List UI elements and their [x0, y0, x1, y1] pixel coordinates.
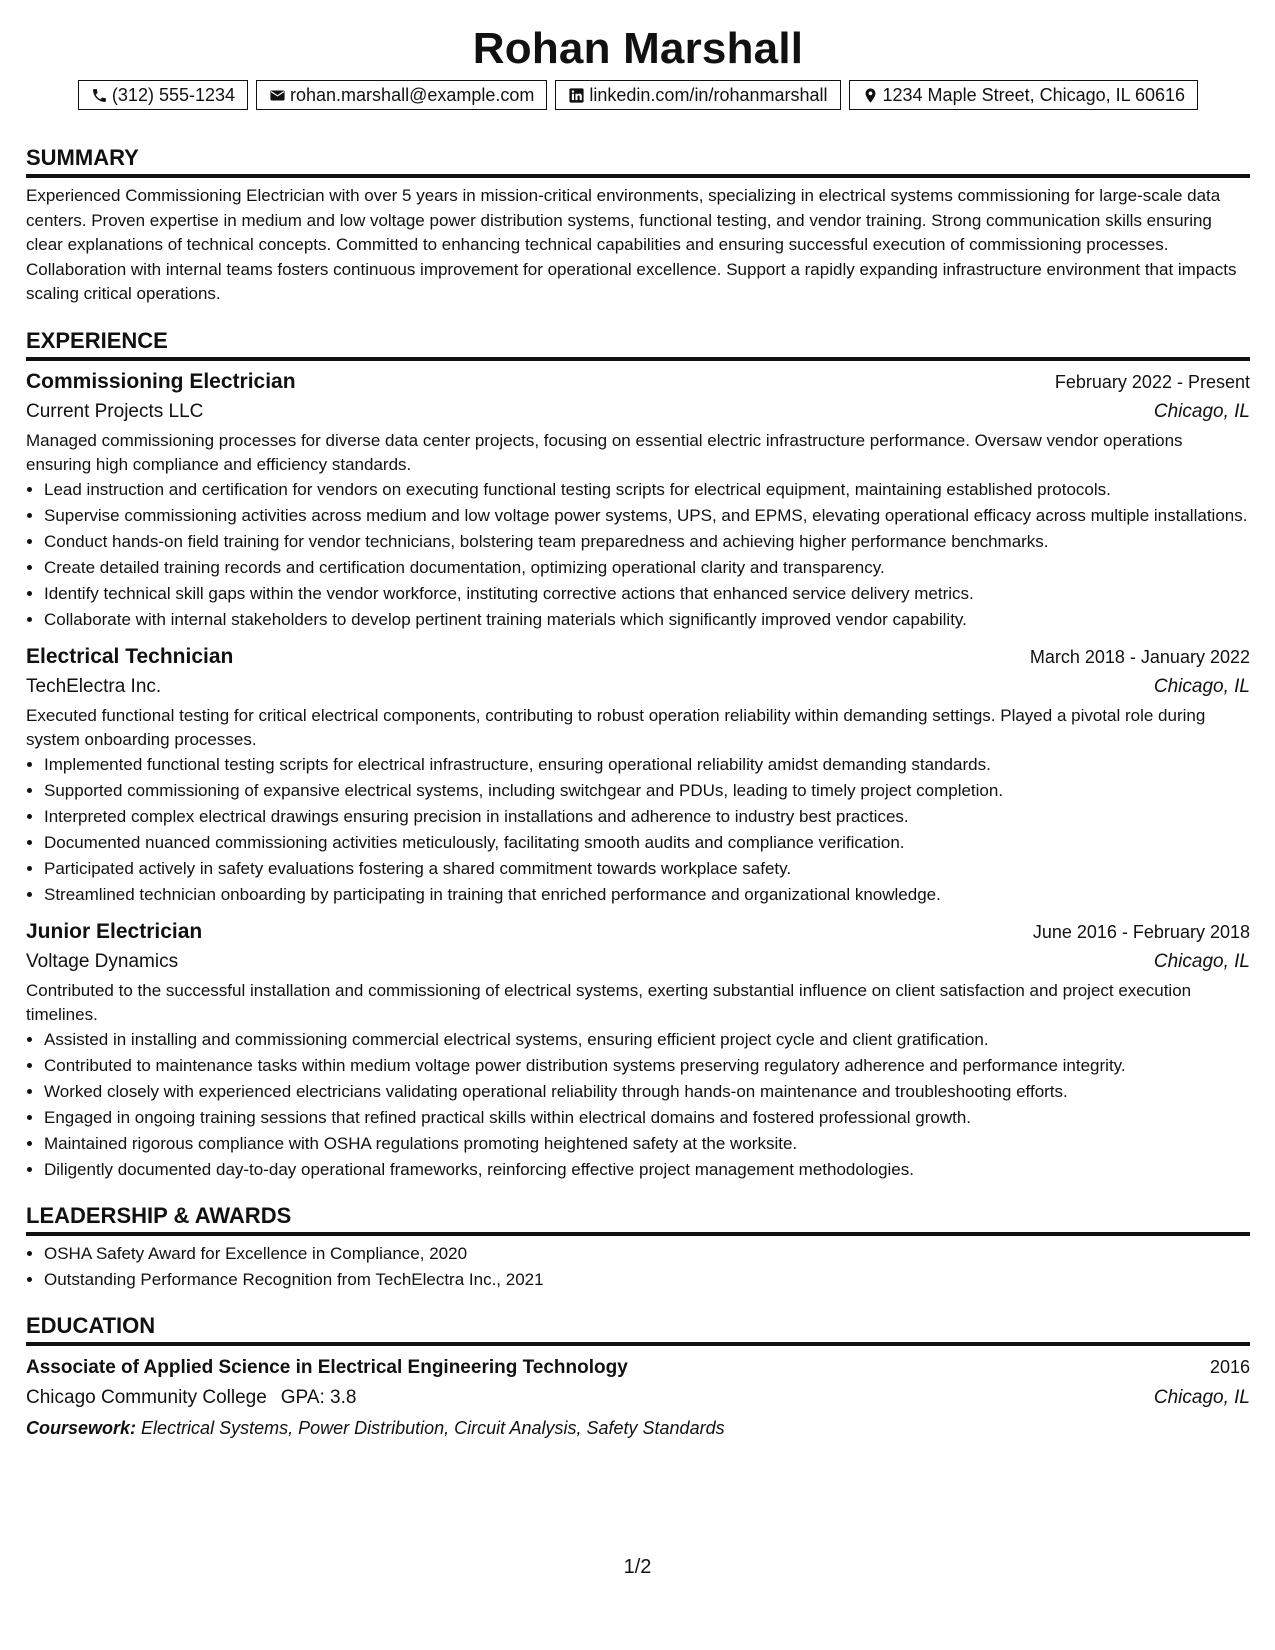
- education-degree: Associate of Applied Science in Electrical Engineering Technology: [26, 1356, 628, 1378]
- education-coursework: [26, 1413, 1250, 1443]
- education-gpa: GPA: 3.8: [280, 1386, 357, 1408]
- map-pin-icon: [862, 87, 879, 104]
- list-item: • Documented nuanced commissioning activities meticulously, facilitating smooth audits and compliance verification.: [44, 831, 1250, 855]
- list-item: • Participated actively in safety evaluations fostering a shared commitment towards workplace safety.: [44, 857, 1250, 881]
- job-bullets: [26, 1028, 1250, 1182]
- address-text: 1234 Maple Street, Chicago, IL 60616: [882, 84, 1186, 105]
- job-dates: June 2016 - February 2018: [1032, 921, 1250, 942]
- list-item: • OSHA Safety Award for Excellence in Compliance, 2020: [44, 1242, 1250, 1266]
- resume-page: [26, 20, 1250, 1443]
- job-entry: [26, 917, 1250, 1182]
- job-bullets: [26, 478, 1250, 632]
- list-item: • Assisted in installing and commissioning commercial electrical systems, ensuring efficient project cycle and client gratification.: [44, 1028, 1250, 1052]
- job-description: Managed commissioning processes for diverse data center projects, focusing on essential electric infrastructure performance. Oversaw vendor operations ensuring high compliance and efficiency standards.: [26, 430, 1183, 474]
- job-bullets: [26, 753, 1250, 907]
- list-item: • Outstanding Performance Recognition from TechElectra Inc., 2021: [44, 1268, 1250, 1292]
- contact-address: [849, 80, 1199, 110]
- job-description: Contributed to the successful installation and commissioning of electrical systems, exerting substantial influence on client satisfaction and project execution timelines.: [26, 980, 1192, 1024]
- section-title-experience: EXPERIENCE: [26, 327, 168, 353]
- list-item: • Identify technical skill gaps within the vendor workforce, instituting corrective actions that enhanced service delivery metrics.: [44, 582, 1250, 606]
- section-divider: [26, 357, 1250, 361]
- awards-section: [26, 1202, 1250, 1292]
- job-company: Current Projects LLC: [26, 400, 204, 422]
- list-item: • Conduct hands-on field training for vendor technicians, bolstering team preparedness and achieving higher performance benchmarks.: [44, 530, 1250, 554]
- education-year: 2016: [1209, 1356, 1250, 1377]
- education-location: Chicago, IL: [1153, 1386, 1250, 1408]
- list-item: • Create detailed training records and certification documentation, optimizing operational clarity and transparency.: [44, 556, 1250, 580]
- summary-text: Experienced Commissioning Electrician with over 5 years in mission-critical environments, specializing in electrical systems commissioning for large-scale data centers. Proven expertise in medium and low voltage power distribution systems, functional testing, and vendor training. Strong communication skills ensuring clear explanations of technical concepts. Committed to enhancing technical capabilities and ensuring successful execution of commissioning processes. Collaboration with internal teams fosters continuous improvement for operational excellence. Support a rapidly expanding infrastructure environment that impacts scaling critical operations.: [26, 186, 1237, 303]
- job-entry: [26, 367, 1250, 632]
- experience-section: [26, 327, 1250, 1182]
- education-section: [26, 1312, 1250, 1443]
- coursework-label: Coursework:: [26, 1417, 137, 1438]
- awards-list: [26, 1242, 1250, 1292]
- list-item: • Collaborate with internal stakeholders to develop pertinent training materials which significantly improved vendor capability.: [44, 608, 1250, 632]
- section-divider: [26, 174, 1250, 178]
- job-dates: March 2018 - January 2022: [1029, 646, 1250, 667]
- list-item: • Engaged in ongoing training sessions that refined practical skills within electrical domains and fostered professional growth.: [44, 1106, 1250, 1130]
- job-title: Junior Electrician: [26, 919, 203, 943]
- list-item: • Supervise commissioning activities across medium and low voltage power systems, UPS, and EPMS, elevating operational efficacy across multiple installations.: [44, 504, 1250, 528]
- candidate-name: Rohan Marshall: [472, 24, 804, 73]
- job-company: TechElectra Inc.: [26, 675, 162, 697]
- phone-text: (312) 555-1234: [111, 84, 236, 105]
- job-dates: February 2022 - Present: [1054, 371, 1250, 392]
- summary-section: [26, 144, 1250, 307]
- contact-phone: [78, 80, 248, 110]
- list-item: • Diligently documented day-to-day operational frameworks, reinforcing effective project management methodologies.: [44, 1158, 1250, 1182]
- education-school: Chicago Community College: [26, 1386, 267, 1408]
- job-description: Executed functional testing for critical electrical components, contributing to robust operation reliability within demanding settings. Played a pivotal role during system onboarding processes.: [26, 705, 1206, 749]
- list-item: • Worked closely with experienced electricians validating operational reliability through hands-on maintenance and troubleshooting efforts.: [44, 1080, 1250, 1104]
- page-number: 1/2: [623, 1556, 652, 1578]
- job-title: Commissioning Electrician: [26, 369, 296, 393]
- envelope-icon: [269, 87, 286, 104]
- job-title: Electrical Technician: [26, 644, 234, 668]
- job-location: Chicago, IL: [1153, 675, 1250, 697]
- list-item: • Implemented functional testing scripts for electrical infrastructure, ensuring operational reliability amidst demanding standards.: [44, 753, 1250, 777]
- linkedin-text: linkedin.com/in/rohanmarshall: [589, 84, 828, 105]
- job-location: Chicago, IL: [1153, 950, 1250, 972]
- contact-bar: [26, 80, 1250, 110]
- list-item: • Lead instruction and certification for vendors on executing functional testing scripts for electrical equipment, maintaining established protocols.: [44, 478, 1250, 502]
- job-location: Chicago, IL: [1153, 400, 1250, 422]
- coursework-text: Electrical Systems, Power Distribution, Circuit Analysis, Safety Standards: [141, 1417, 725, 1438]
- contact-email[interactable]: [256, 80, 547, 110]
- job-company: Voltage Dynamics: [26, 950, 179, 972]
- email-text: rohan.marshall@example.com: [290, 84, 535, 105]
- list-item: • Supported commissioning of expansive electrical systems, including switchgear and PDUs, leading to timely project completion.: [44, 779, 1250, 803]
- job-entry: [26, 642, 1250, 907]
- section-title-education: EDUCATION: [26, 1312, 156, 1338]
- section-title-awards: LEADERSHIP & AWARDS: [26, 1202, 292, 1228]
- section-divider: [26, 1232, 1250, 1236]
- list-item: • Contributed to maintenance tasks within medium voltage power distribution systems preserving regulatory adherence and performance integrity.: [44, 1054, 1250, 1078]
- list-item: • Maintained rigorous compliance with OSHA regulations promoting heightened safety at the worksite.: [44, 1132, 1250, 1156]
- linkedin-icon: [568, 87, 585, 104]
- phone-icon: [91, 87, 108, 104]
- list-item: • Streamlined technician onboarding by participating in training that enriched performance and organizational knowledge.: [44, 883, 1250, 907]
- list-item: • Interpreted complex electrical drawings ensuring precision in installations and adherence to industry best practices.: [44, 805, 1250, 829]
- section-title-summary: SUMMARY: [26, 145, 139, 170]
- section-divider: [26, 1342, 1250, 1346]
- contact-linkedin[interactable]: [555, 80, 840, 110]
